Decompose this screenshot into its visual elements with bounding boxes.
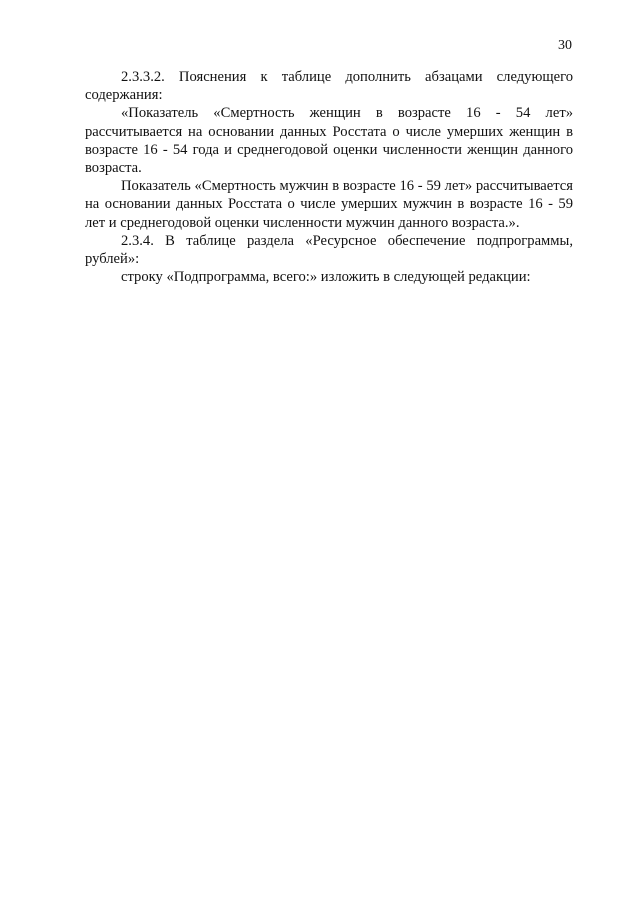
- paragraph-2-3-4: 2.3.4. В таблице раздела «Ресурсное обеспечение подпрограммы, рублей»:: [85, 232, 573, 268]
- paragraph-men-mortality: Показатель «Смертность мужчин в возрасте 16 - 59 лет» рассчитывается на основании данных Росстата о числе умерших мужчин в возрасте 16 - 59 лет и среднегодовой оценки численности мужчин данного возраста.».: [85, 178, 573, 231]
- paragraph-subprogram-row: строку «Подпрограмма, всего:» изложить в следующей редакции:: [121, 269, 531, 286]
- document-body: [85, 68, 573, 286]
- paragraph-2-3-3-2: 2.3.3.2. Пояснения к таблице дополнить абзацами следующего содержания:: [85, 69, 573, 104]
- paragraph-women-mortality: «Показатель «Смертность женщин в возрасте 16 - 54 лет» рассчитывается на основании данных Росстата о числе умерших женщин в возрасте 16 - 54 года и среднегодовой оценки численности женщин данного возраста.: [85, 105, 573, 177]
- page-number: 30: [558, 38, 572, 53]
